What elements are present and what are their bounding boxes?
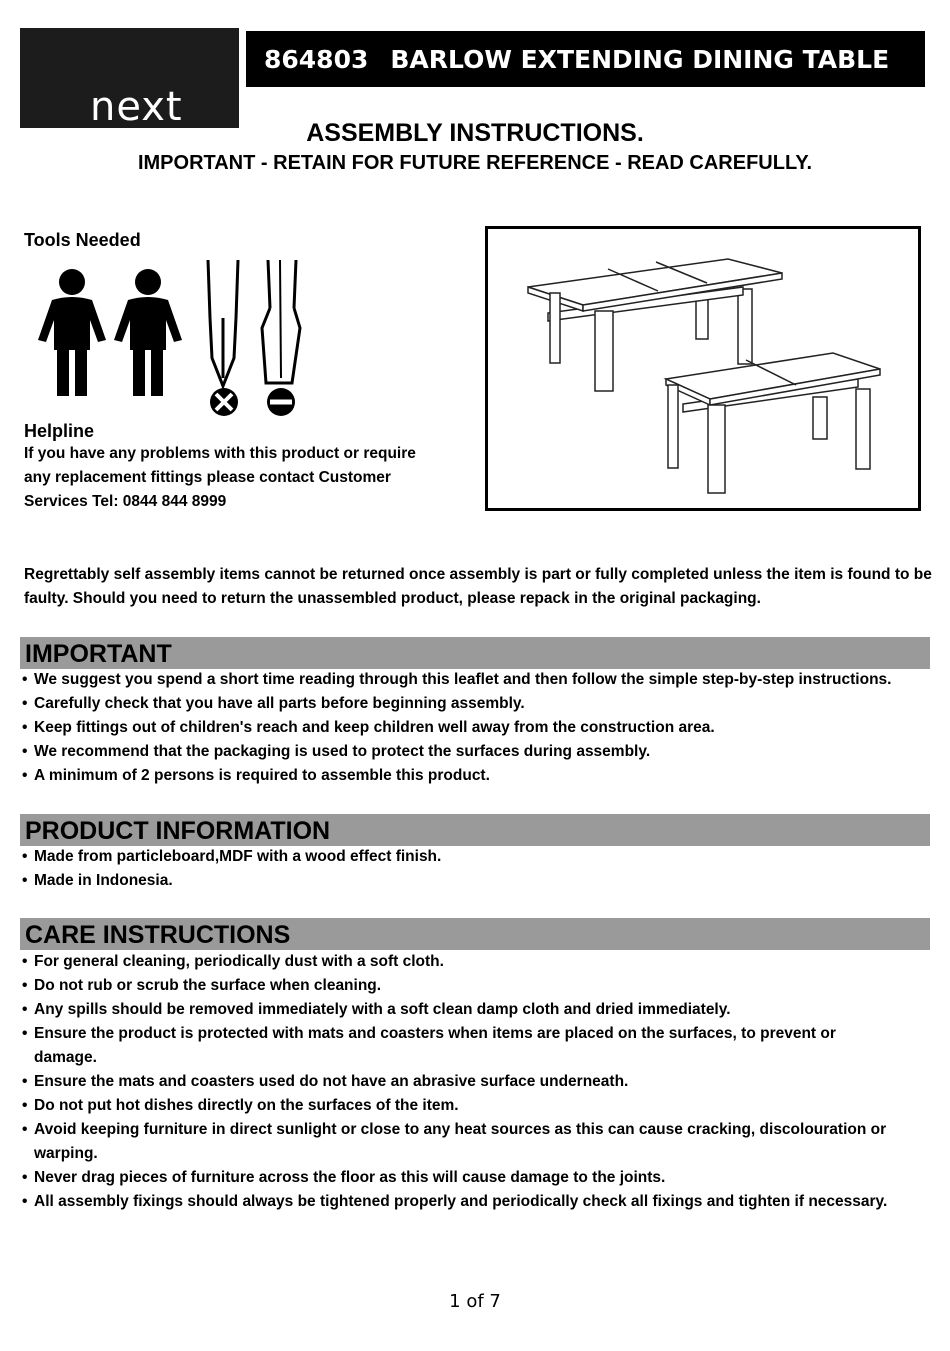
care-instructions-list — [22, 950, 912, 1214]
list-item: • All assembly fixings should always be tightened properly and periodically check all fixings and tighten if necessary. — [22, 1190, 912, 1214]
list-item: • Avoid keeping furniture in direct sunlight or close to any heat sources as this can cause cracking, discolouration or warping. — [22, 1118, 912, 1166]
tools-needed-label: Tools Needed — [24, 230, 141, 250]
list-item: • We recommend that the packaging is used to protect the surfaces during assembly. — [22, 740, 937, 764]
brand-logo — [20, 28, 239, 128]
tools-illustration — [30, 258, 310, 418]
brand-logo-text: next — [90, 84, 183, 130]
person-icon — [38, 269, 106, 396]
person-icon — [114, 269, 182, 396]
list-item: • Ensure the mats and coasters used do not have an abrasive surface underneath. — [22, 1070, 912, 1094]
list-item: • Carefully check that you have all parts before beginning assembly. — [22, 692, 937, 716]
return-policy-notice: Regrettably self assembly items cannot be returned once assembly is part or fully completed unless the item is found to be faulty. Should you need to return the unassembled product, please repack in the original packaging. — [24, 566, 932, 607]
list-item: • Never drag pieces of furniture across the floor as this will cause damage to the joints. — [22, 1166, 912, 1190]
flat-screwdriver-icon — [262, 260, 300, 416]
product-name: BARLOW EXTENDING DINING TABLE — [390, 44, 890, 74]
list-item: • Any spills should be removed immediately with a soft clean damp cloth and dried immediately. — [22, 998, 912, 1022]
page-title: ASSEMBLY INSTRUCTIONS. — [306, 119, 644, 147]
product-title-bar — [246, 31, 925, 87]
product-information-list — [22, 845, 937, 893]
cross-screwdriver-icon — [208, 260, 238, 416]
retain-notice: IMPORTANT - RETAIN FOR FUTURE REFERENCE - READ CAREFULLY. — [137, 152, 813, 174]
list-item: • Ensure the product is protected with mats and coasters when items are placed on the surfaces, to prevent or damage. — [22, 1022, 864, 1070]
list-item: • Do not rub or scrub the surface when cleaning. — [22, 974, 912, 998]
list-item: • Do not put hot dishes directly on the surfaces of the item. — [22, 1094, 912, 1118]
important-heading: IMPORTANT — [20, 637, 930, 669]
list-item: • We suggest you spend a short time reading through this leaflet and then follow the simple step-by-step instructions. — [22, 668, 937, 692]
care-instructions-heading: CARE INSTRUCTIONS — [20, 918, 930, 950]
list-item: • A minimum of 2 persons is required to assemble this product. — [22, 764, 937, 788]
list-item: • For general cleaning, periodically dust with a soft cloth. — [22, 950, 912, 974]
page-number: 1 of 7 — [449, 1291, 501, 1312]
important-list — [22, 668, 937, 788]
list-item: • Keep fittings out of children's reach and keep children well away from the construction area. — [22, 716, 937, 740]
product-illustration — [485, 226, 921, 511]
list-item: • Made from particleboard,MDF with a wood effect finish. — [22, 845, 937, 869]
product-code: 864803 — [264, 44, 369, 74]
product-information-heading: PRODUCT INFORMATION — [20, 814, 930, 846]
list-item: • Made in Indonesia. — [22, 869, 937, 893]
helpline-label: Helpline — [24, 421, 95, 441]
closed-table-drawing — [666, 353, 880, 493]
helpline-text: If you have any problems with this product or require any replacement fittings please contact Customer Services Tel: 0844 844 8999 — [24, 445, 416, 510]
